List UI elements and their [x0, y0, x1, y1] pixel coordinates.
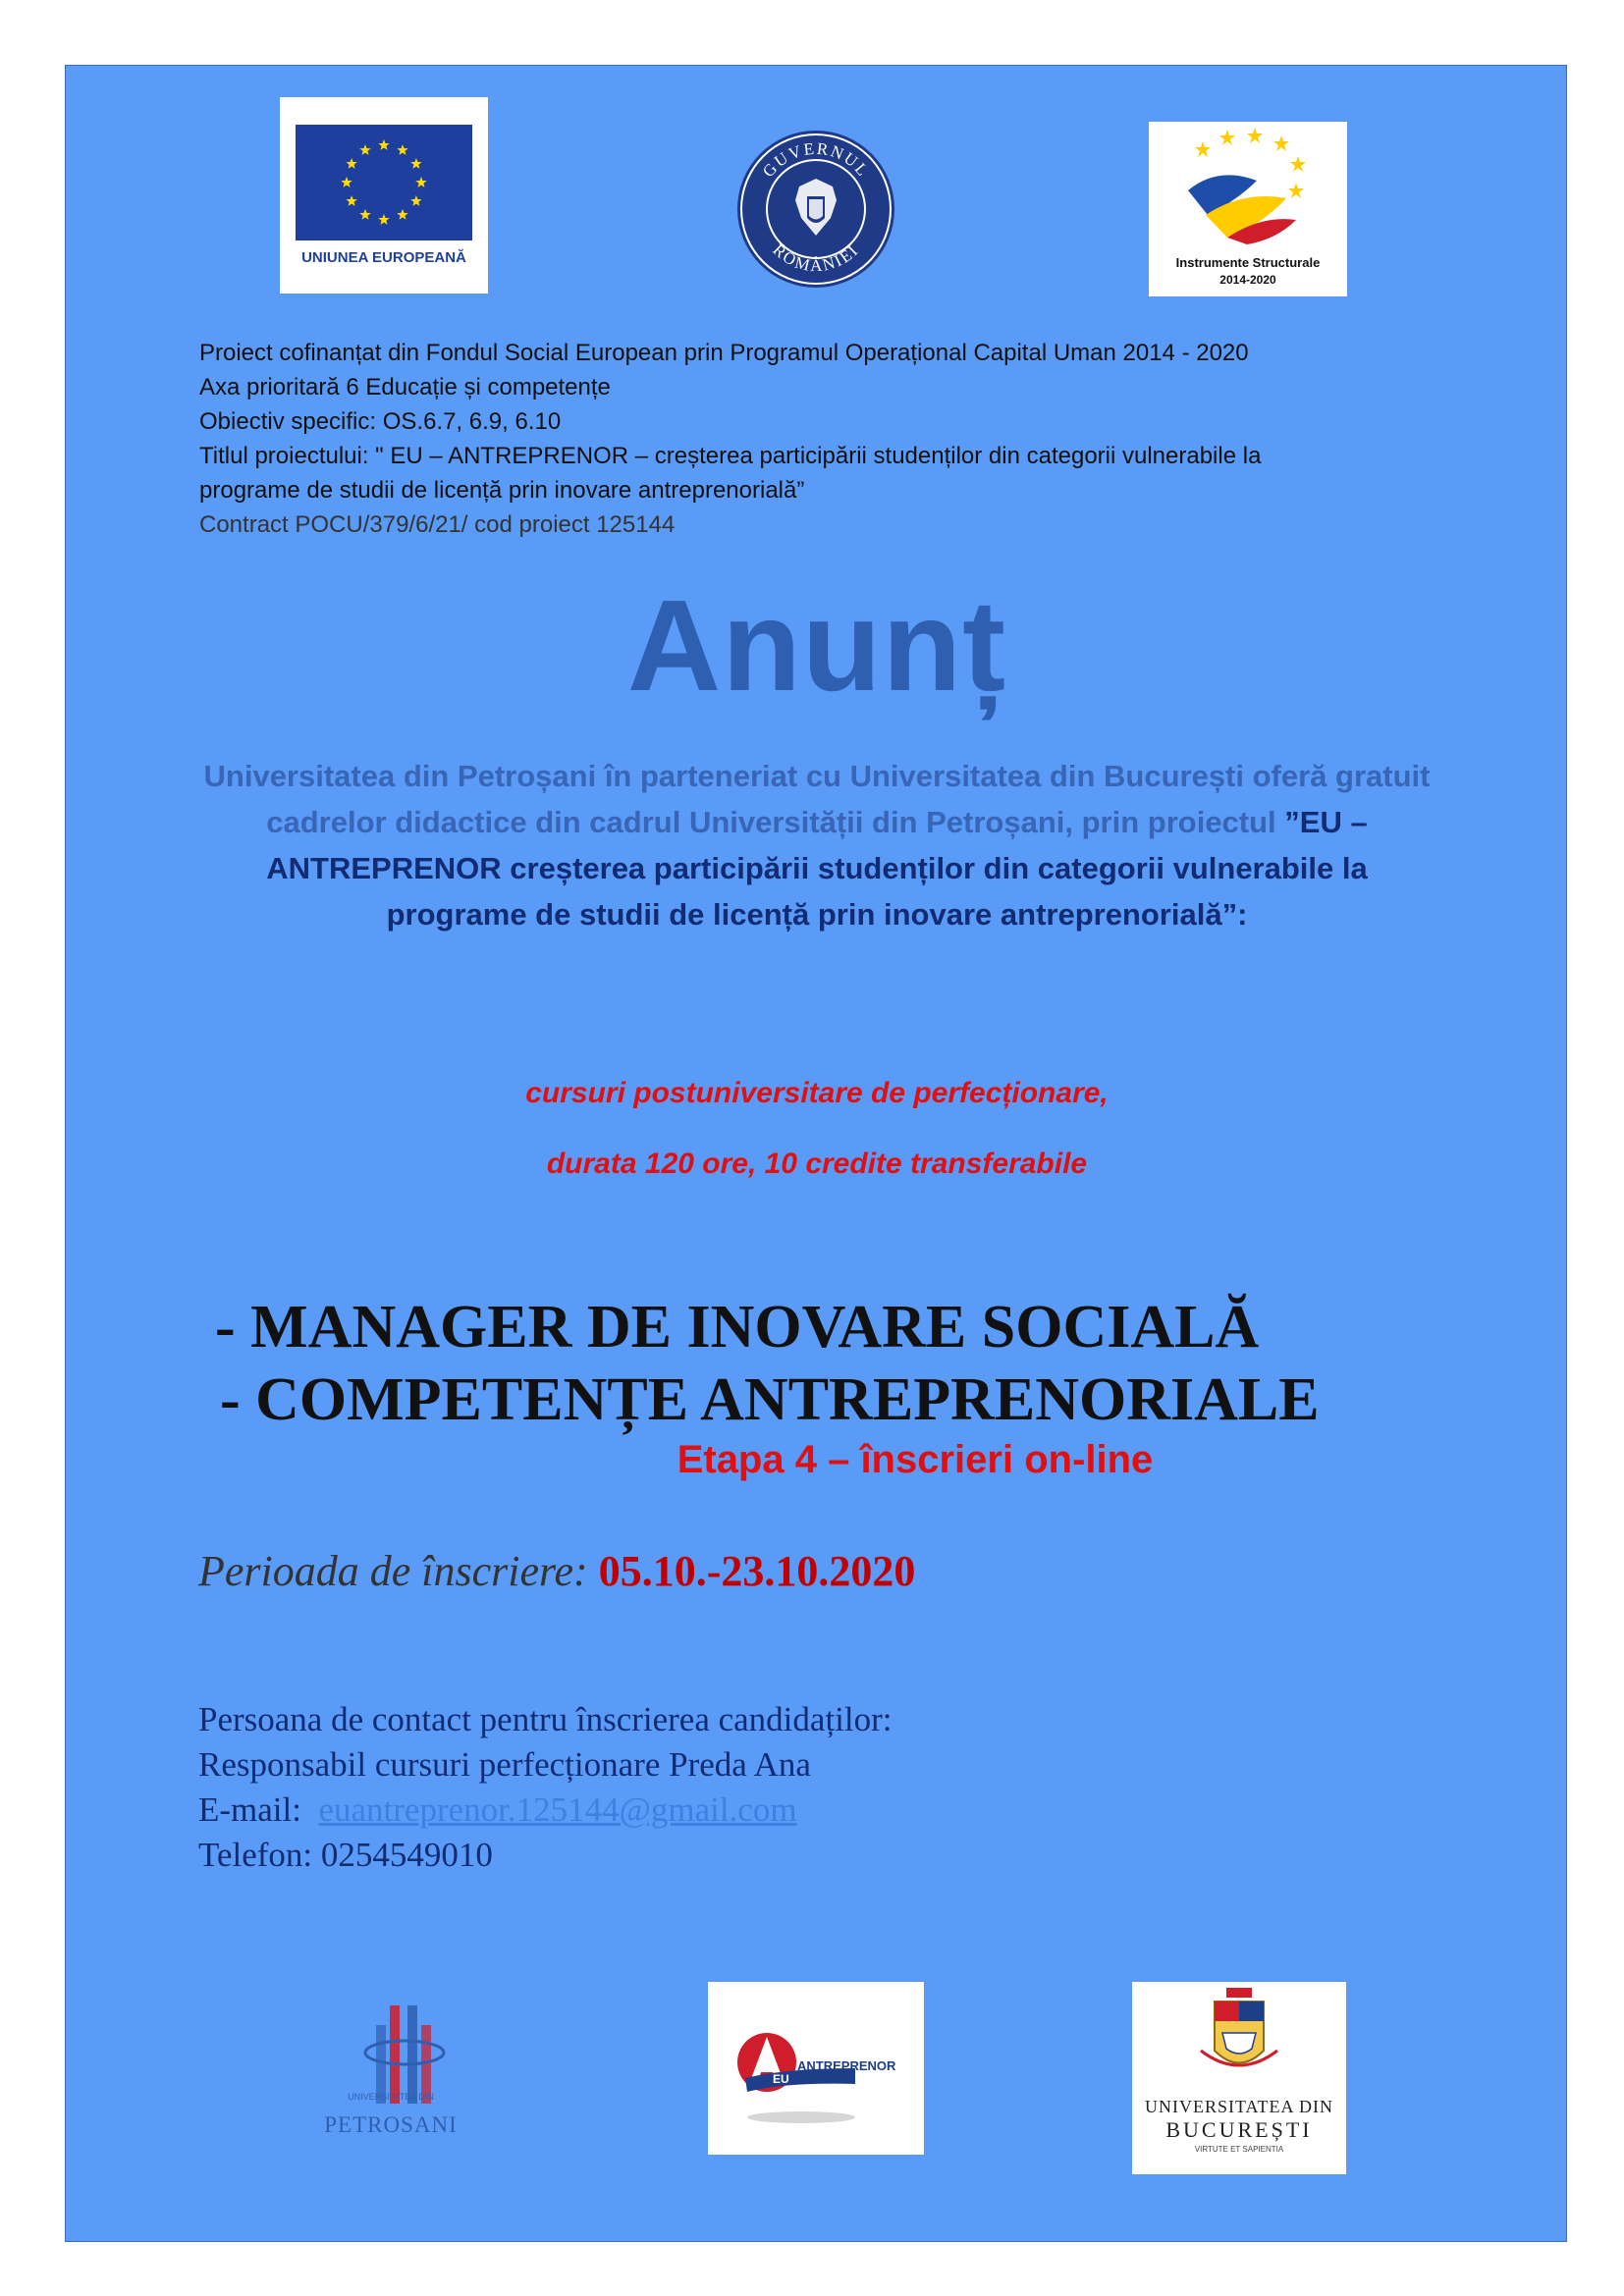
- intro-paragraph: [193, 753, 1440, 937]
- eu-star-icon: [359, 144, 370, 155]
- bucharest-logo-line2: BUCUREȘTI: [1165, 2117, 1313, 2142]
- bucharest-crest-icon: [1132, 1982, 1346, 2095]
- eu-star-icon: [378, 214, 389, 225]
- petrosani-emblem-icon: [360, 2005, 449, 2104]
- course-title-competente: - COMPETENȚE ANTREPRENORIALE: [220, 1366, 1320, 1433]
- contact-block: [198, 1697, 893, 1878]
- eu-label: UNIUNEA EUROPEANĂ: [301, 249, 466, 266]
- eu-star-icon: [378, 139, 389, 150]
- eu-flag-icon: [296, 125, 472, 240]
- bucharest-logo-line3: VIRTUTE ET SAPIENTIA: [1194, 2145, 1284, 2154]
- registration-period-value: 05.10.-23.10.2020: [598, 1547, 916, 1595]
- instrumente-structurale-logo: [1149, 122, 1347, 296]
- eu-star-icon: [397, 209, 407, 220]
- contract-line: Contract POCU/379/6/21/ cod proiect 125144: [199, 511, 676, 538]
- email-label: E-mail:: [198, 1790, 319, 1829]
- project-info-line: Proiect cofinanțat din Fondul Social European prin Programul Operațional Capital Uman 2014 - 2020: [199, 340, 1249, 366]
- eu-star-icon: [346, 195, 356, 206]
- eu-star-icon: [397, 144, 407, 155]
- contact-email-row: [198, 1788, 893, 1833]
- project-info-line: programe de studii de licență prin inovare antreprenorială”: [199, 477, 805, 504]
- intro-project-title: ”EU – ANTREPRENOR creșterea participării studenților din categorii vulnerabile la programe de studii de licență prin inovare antreprenorială”:: [266, 805, 1368, 932]
- contact-person: Responsabil cursuri perfecționare Preda Ana: [198, 1745, 811, 1784]
- project-info-line: Axa prioritară 6 Educație și competențe: [199, 374, 611, 400]
- bucharest-university-logo: [1132, 1982, 1346, 2174]
- contact-heading: Persoana de contact pentru înscrierea candidaților:: [198, 1700, 893, 1738]
- is-label-line1: Instrumente Structurale: [1175, 255, 1321, 270]
- courses-description: cursuri postuniversitare de perfecționare,: [525, 1077, 1109, 1109]
- petrosani-logo-small-text: UNIVERSITATEA DIN: [348, 2092, 434, 2102]
- romanian-government-seal: [736, 130, 895, 289]
- bucharest-logo-line1: UNIVERSITATEA DIN: [1144, 2097, 1334, 2116]
- page-title: Anunț: [626, 573, 1007, 718]
- eu-star-icon: [341, 177, 352, 187]
- courses-duration: durata 120 ore, 10 credite transferabile: [546, 1148, 1088, 1180]
- eu-star-icon: [359, 209, 370, 220]
- project-info-line: Titlul proiectului: " EU – ANTREPRENOR – creșterea participării studenților din categorii vulnerabile la: [199, 443, 1262, 469]
- petrosani-university-logo: [360, 2005, 449, 2104]
- antreprenor-text: ANTREPRENOR: [797, 2058, 896, 2073]
- project-info: [199, 336, 1427, 542]
- svg-text:ROMÂNIEI: ROMÂNIEI: [769, 240, 863, 276]
- announcement-poster: [65, 65, 1567, 2242]
- contact-phone: Telefon: 0254549010: [198, 1836, 493, 1874]
- eu-star-icon: [410, 195, 421, 206]
- intro-partnership: în parteneriat cu Universitatea din București oferă gratuit cadrelor didactice din cadrul Universității din Petroșani, prin proiectul: [266, 759, 1431, 839]
- eu-logo: [280, 97, 488, 294]
- stage-heading: Etapa 4 – înscrieri on-line: [677, 1438, 1154, 1481]
- is-label-line2: 2014-2020: [1219, 273, 1276, 287]
- eu-star-icon: [346, 158, 356, 169]
- project-info-line: Obiectiv specific: OS.6.7, 6.9, 6.10: [199, 408, 562, 435]
- eu-antreprenor-logo: [708, 1982, 924, 2155]
- is-swoosh-icon: [1149, 122, 1347, 249]
- eu-star-icon: [415, 177, 426, 187]
- email-link[interactable]: euantreprenor.125144@gmail.com: [318, 1790, 797, 1829]
- petrosani-logo-label: PETROSANI: [324, 2112, 458, 2137]
- course-title-manager: - MANAGER DE INOVARE SOCIALĂ: [215, 1294, 1260, 1361]
- eu-star-icon: [410, 158, 421, 169]
- registration-period: [198, 1546, 915, 1596]
- intro-university: Universitatea din Petroșani: [203, 759, 597, 793]
- svg-text:GUVERNUL: GUVERNUL: [758, 138, 874, 182]
- eu-badge-text: EU: [773, 2072, 789, 2086]
- registration-period-label: Perioada de înscriere:: [198, 1547, 599, 1595]
